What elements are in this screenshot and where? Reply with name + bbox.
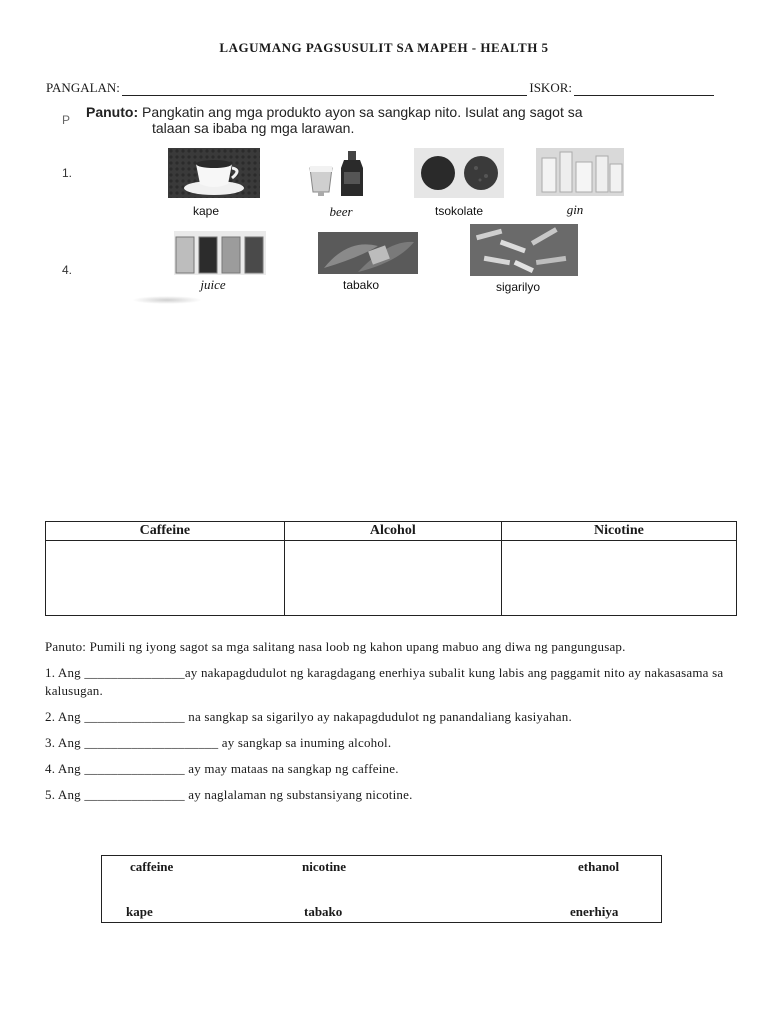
word-caffeine: caffeine — [130, 859, 174, 874]
instruction-bold: Panuto: — [86, 104, 139, 120]
cell-alcohol-answers[interactable] — [284, 541, 501, 616]
product-beer — [308, 148, 374, 220]
question-2: 2. Ang _______________ na sangkap sa sigarilyo ay nakapagdudulot ng panandaliang kasiyahan. — [45, 709, 572, 724]
part2-instruction: Panuto: Pumili ng iyong sagot sa mga salitang nasa loob ng kahon upang mabuo ang diwa ng pangungusap. — [45, 639, 626, 654]
label-tabako: tabako — [342, 278, 380, 292]
name-label: PANGALAN: — [46, 80, 120, 95]
part2-section — [45, 638, 737, 812]
beer-glass-icon — [308, 148, 374, 198]
name-field[interactable] — [122, 83, 527, 96]
word-kape: kape — [126, 904, 153, 919]
gin-bottles-icon — [536, 148, 624, 196]
cell-nicotine-answers[interactable] — [501, 541, 736, 616]
question-4: 4. Ang _______________ ay may mataas na sangkap ng caffeine. — [45, 761, 399, 776]
product-juice — [174, 231, 266, 295]
part1-instruction — [86, 104, 686, 136]
product-sigarilyo — [470, 224, 578, 296]
word-enerhiya: enerhiya — [570, 904, 619, 919]
word-nicotine: nicotine — [302, 859, 347, 874]
tobacco-leaves-icon — [318, 232, 418, 274]
instruction-fragment: P — [62, 113, 71, 127]
label-juice: juice — [200, 277, 226, 292]
chocolate-cookie-icon — [414, 148, 504, 198]
classification-table — [45, 521, 737, 616]
label-tsokolate: tsokolate — [434, 204, 484, 218]
cell-caffeine-answers[interactable] — [46, 541, 285, 616]
scan-smudge — [132, 296, 202, 304]
cigarettes-icon — [470, 224, 578, 276]
score-label: ISKOR: — [529, 80, 572, 95]
question-5: 5. Ang _______________ ay naglalaman ng substansiyang nicotine. — [45, 787, 413, 802]
header-alcohol: Alcohol — [284, 522, 501, 541]
word-ethanol: ethanol — [578, 859, 620, 874]
instruction-text-2: talaan sa ibaba ng mga larawan. — [152, 120, 355, 136]
product-tsokolate — [414, 148, 504, 220]
product-kape — [168, 148, 260, 220]
juice-glasses-icon — [174, 231, 266, 275]
label-gin: gin — [566, 202, 584, 217]
instruction-text-1: Pangkatin ang mga produkto ayon sa sangkap nito. Isulat ang sagot sa — [142, 104, 583, 120]
question-1: 1. Ang _______________ay nakapagdudulot ng karagdagang enerhiya subalit kung labis ang paggamit nito ay nakasasama sa kalusugan. — [45, 665, 724, 698]
header-nicotine: Nicotine — [501, 522, 736, 541]
word-tabako: tabako — [304, 904, 343, 919]
word-choice-box — [101, 855, 662, 923]
product-gin — [536, 148, 624, 220]
score-field[interactable] — [574, 83, 714, 96]
row-number-1: 1. — [62, 166, 73, 180]
question-3: 3. Ang ____________________ ay sangkap sa inuming alcohol. — [45, 735, 392, 750]
product-tabako — [318, 232, 418, 296]
header-caffeine: Caffeine — [46, 522, 285, 541]
label-beer: beer — [329, 204, 353, 219]
quiz-title: LAGUMANG PAGSUSULIT SA MAPEH - HEALTH 5 — [219, 40, 549, 55]
label-sigarilyo: sigarilyo — [495, 280, 540, 294]
label-kape: kape — [192, 204, 220, 218]
row-number-4: 4. — [62, 263, 73, 277]
coffee-cup-icon — [168, 148, 260, 198]
name-score-line — [46, 80, 716, 96]
